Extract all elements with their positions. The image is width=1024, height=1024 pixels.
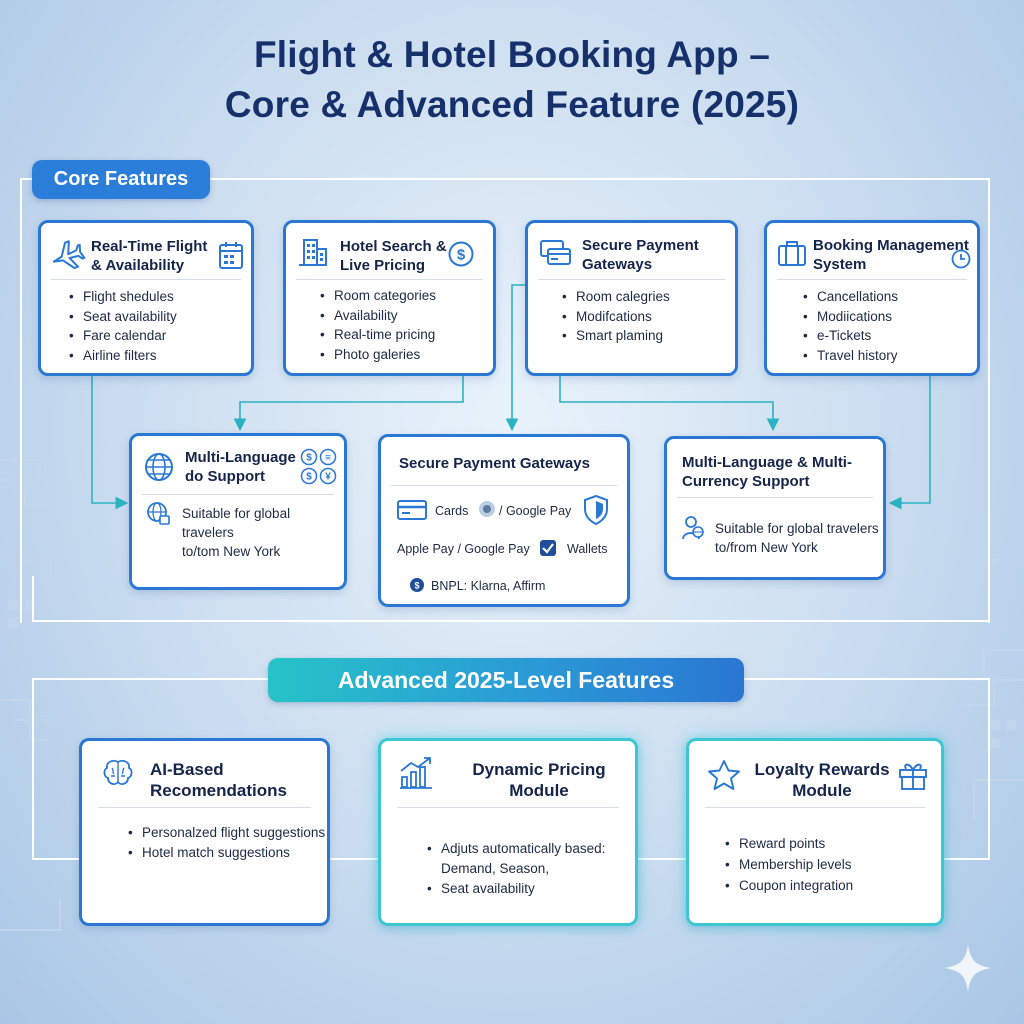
- calendar-icon: [219, 241, 243, 274]
- connector-flight-to-language: [92, 375, 125, 503]
- card-title: Secure Payment Gateways: [399, 455, 590, 472]
- airplane-icon: [49, 237, 83, 276]
- svg-text:$: $: [456, 246, 466, 264]
- bnpl-label: BNPL: Klarna, Affirm: [431, 579, 546, 593]
- cards-label: Cards: [435, 504, 469, 518]
- page-title-line1: Flight & Hotel Booking App –: [253, 34, 770, 75]
- list-item: • Cancellations: [803, 287, 898, 307]
- card-title: [582, 236, 699, 274]
- list-item: • Seat availability: [69, 307, 177, 327]
- advanced-features-label: [268, 658, 744, 702]
- card-description: [182, 504, 344, 561]
- traveler-icon: [681, 515, 705, 546]
- connector-booking-to-currency: [892, 376, 930, 503]
- card-title: [185, 448, 296, 486]
- card-title: [150, 759, 287, 801]
- list-item: • Airline filters: [69, 346, 177, 366]
- card-title-line2: System: [813, 256, 867, 273]
- hotel-building-icon: [298, 237, 328, 272]
- wallets-label: Wallets: [567, 542, 608, 556]
- credit-card-icon: [397, 500, 427, 525]
- list-item: • Hotel match suggestions: [128, 843, 325, 863]
- card-title-line1: Multi-Language & Multi-: [682, 454, 852, 471]
- list-item: • Travel history: [803, 346, 898, 366]
- checkbox-icon: [539, 539, 557, 562]
- svg-text:$: $: [414, 580, 420, 591]
- svg-text:≡: ≡: [325, 452, 331, 464]
- card-title-line1: AI-Based: [150, 760, 224, 779]
- feature-list: [69, 287, 177, 365]
- sparkle-icon: [942, 942, 994, 999]
- card-title: [813, 236, 969, 274]
- list-item: • Seat availability: [427, 879, 605, 899]
- core-card-secure-payment: [525, 220, 738, 376]
- list-item: • Room calegries: [562, 287, 670, 307]
- list-item: • Fare calendar: [69, 326, 177, 346]
- advanced-card-loyalty-rewards: [686, 738, 944, 926]
- feature-list: [562, 287, 670, 346]
- card-title-line2: Recomendations: [150, 781, 287, 800]
- description-line1: Suitable for global travelers: [182, 506, 291, 540]
- connector-payment-to-currency: [560, 376, 773, 428]
- description-line2: to/from New York: [715, 540, 818, 555]
- currency-icons: [300, 448, 338, 491]
- clock-icon: [951, 249, 971, 274]
- list-item: • Coupon integration: [725, 875, 853, 896]
- connector-hotel-to-language: [240, 376, 463, 428]
- card-title-line1: Multi-Language: [185, 449, 296, 466]
- core-features-label: [32, 160, 210, 199]
- list-item: • e-Tickets: [803, 326, 898, 346]
- dollar-coin-icon: [448, 241, 474, 272]
- payment-cards-icon: [540, 239, 572, 272]
- card-title-line2: Live Pricing: [340, 257, 426, 274]
- card-title-line1: Loyalty Rewards: [754, 760, 890, 779]
- svg-text:$: $: [306, 452, 312, 464]
- advanced-card-ai-recommendations: [79, 738, 330, 926]
- card-title-line2: Currency Support: [682, 473, 810, 490]
- list-item: • Personalzed flight suggestions: [128, 823, 325, 843]
- description-line1: Suitable for global travelers: [715, 521, 879, 536]
- list-item: • Modiications: [803, 307, 898, 327]
- connector-payment-to-gateways: [512, 285, 525, 428]
- list-item: • Reward points: [725, 833, 853, 854]
- description-line2: to/tom New York: [182, 544, 281, 559]
- card-title: [91, 237, 207, 275]
- briefcase-icon: [777, 239, 807, 272]
- card-multi-language-support: [129, 433, 347, 590]
- card-title-line2: Module: [792, 781, 852, 800]
- card-title-line2: Gateways: [582, 256, 653, 273]
- bar-chart-icon: [399, 757, 433, 794]
- feature-list: [320, 286, 436, 364]
- bnpl-icon: [409, 577, 425, 598]
- card-title-line1: Booking Management: [813, 237, 969, 254]
- core-card-hotel-search: [283, 220, 496, 376]
- list-item: • Real-time pricing: [320, 325, 436, 345]
- list-item: • Modifcations: [562, 307, 670, 327]
- google-pay-label: / Google Pay: [499, 504, 572, 518]
- card-title-line1: Dynamic Pricing: [472, 760, 606, 779]
- card-title: [682, 453, 852, 491]
- card-secure-payment-gateways: [378, 434, 630, 607]
- card-title-line1: Hotel Search &: [340, 238, 447, 255]
- card-title-line1: Real-Time Flight: [91, 238, 208, 255]
- feature-list: [427, 839, 605, 899]
- core-card-booking-management: [764, 220, 980, 376]
- list-item: • Availability: [320, 306, 436, 326]
- core-features-label-text: Core Features: [53, 168, 189, 190]
- card-multi-currency-support: [664, 436, 886, 580]
- list-item: Demand, Season,: [441, 861, 550, 876]
- card-title: [449, 759, 629, 801]
- advanced-card-dynamic-pricing: [378, 738, 638, 926]
- shield-icon: [583, 495, 609, 530]
- card-title-line2: & Availability: [91, 257, 185, 274]
- feature-list: [803, 287, 898, 365]
- star-icon: [707, 759, 741, 796]
- card-title-line1: Secure Payment: [582, 237, 699, 254]
- google-pay-icon: [477, 499, 497, 524]
- core-card-realtime-flight: [38, 220, 254, 376]
- brain-icon: [102, 759, 134, 792]
- list-item: • Photo galeries: [320, 345, 436, 365]
- apple-pay-label: Apple Pay / Google Pay: [397, 542, 530, 556]
- feature-list: [128, 823, 325, 862]
- gift-icon: [897, 759, 929, 796]
- svg-text:¥: ¥: [325, 471, 331, 483]
- list-item: • Adjuts automatically based:: [427, 839, 605, 859]
- card-title-line2: do Support: [185, 468, 265, 485]
- list-item: • Membership levels: [725, 854, 853, 875]
- globe-icon: [144, 452, 174, 487]
- list-item: • Room categories: [320, 286, 436, 306]
- card-title-line2: Module: [509, 781, 569, 800]
- global-traveler-icon: [146, 500, 172, 531]
- advanced-features-label-text: Advanced 2025-Level Features: [337, 666, 675, 693]
- svg-text:$: $: [306, 471, 312, 483]
- card-title: [751, 759, 893, 801]
- feature-list: [725, 833, 853, 896]
- card-description: [715, 519, 879, 557]
- list-item: • Flight shedules: [69, 287, 177, 307]
- list-item: • Smart plaming: [562, 326, 670, 346]
- card-title: [340, 237, 447, 275]
- page-title-line2: Core & Advanced Feature (2025): [224, 84, 800, 125]
